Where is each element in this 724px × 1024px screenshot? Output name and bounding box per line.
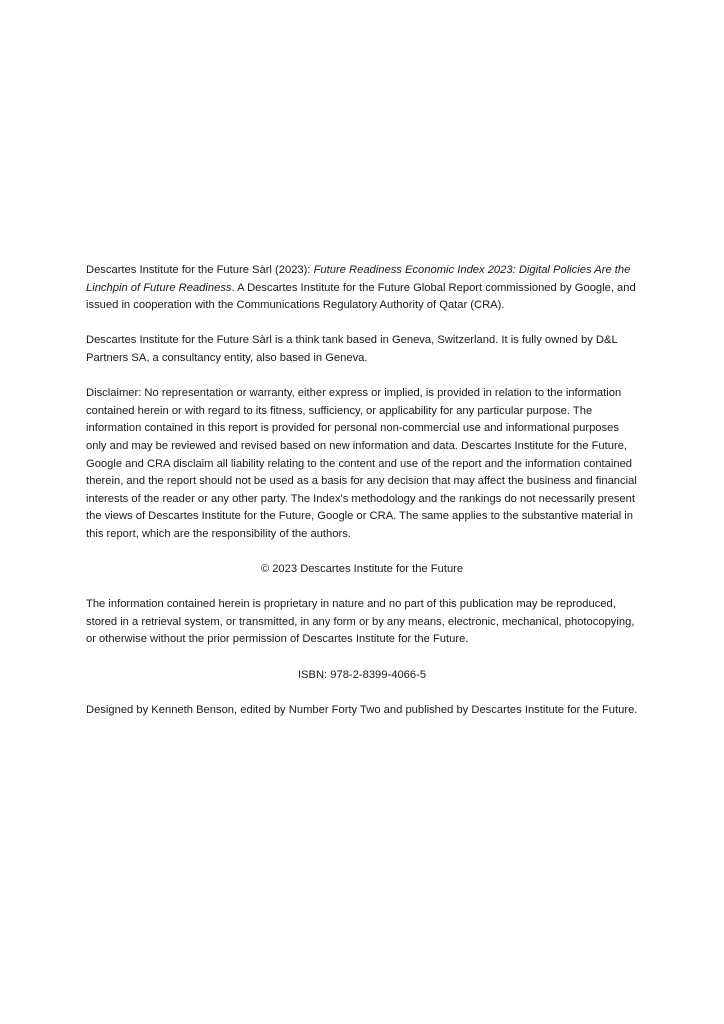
credits-paragraph: Designed by Kenneth Benson, edited by Number Forty Two and published by Descartes Institute for the Future. xyxy=(86,703,638,716)
imprint-block xyxy=(86,262,638,737)
isbn-line: ISBN: 978-2-8399-4066-5 xyxy=(297,668,427,681)
citation-paragraph xyxy=(86,262,638,315)
rights-paragraph: The information contained herein is proprietary in nature and no part of this publication may be reproduced, stored in a retrieval system, or transmitted, in any form or by any means, electronic, mechanical, photocopying, or otherwise without the prior permission of Descartes Institute for the Future. xyxy=(86,598,635,646)
about-paragraph: Descartes Institute for the Future Sàrl is a think tank based in Geneva, Switzerland. It is fully owned by D&L Partners SA, a consultancy entity, also based in Geneva. xyxy=(86,334,618,364)
citation-suffix: . A Descartes Institute for the Future Global Report commissioned by Google, and issued in cooperation with the Communications Regulatory Authority of Qatar (CRA). xyxy=(86,281,636,312)
citation-title: Future Readiness Economic Index 2023: Digital Policies Are the Linchpin of Future Readiness xyxy=(86,264,631,294)
citation-prefix: Descartes Institute for the Future Sàrl (2023): xyxy=(86,264,314,276)
disclaimer-paragraph: Disclaimer: No representation or warranty, either express or implied, is provided in relation to the information contained herein or with regard to its fitness, sufficiency, or applicability for any particular purpose. The information contained in this report is provided for personal non-commercial use and informational purposes only and may be reviewed and revised based on new information and data. Descartes Institute for the Future, Google and CRA disclaim all liability relating to the content and use of the report and the information contained therein, and the report should not be used as a basis for any decision that may affect the business and financial interests of the reader or any other party. The Index's methodology and the rankings do not necessarily present the views of Descartes Institute for the Future, Google or CRA. The same applies to the substantive material in this report, which are the responsibility of the authors. xyxy=(86,387,637,540)
copyright-line: © 2023 Descartes Institute for the Future xyxy=(260,563,464,576)
